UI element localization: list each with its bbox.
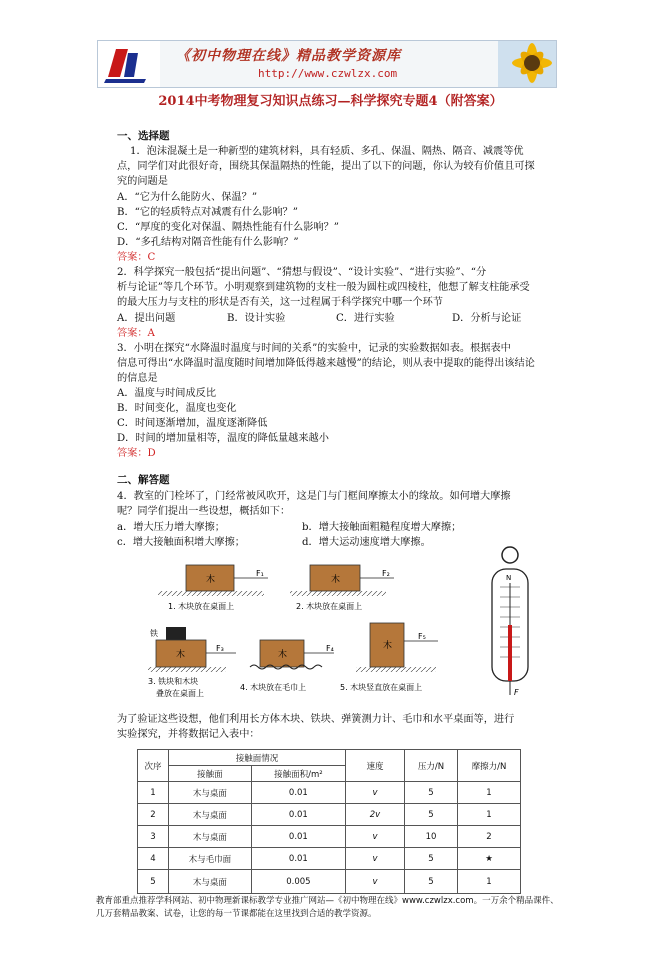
figure-5 bbox=[340, 623, 438, 692]
spring-scale bbox=[492, 547, 528, 697]
scale-force-label: F bbox=[514, 688, 519, 697]
cell: 4 bbox=[138, 848, 169, 870]
q2-option-d: D．分析与论证 bbox=[452, 313, 522, 324]
cell: v bbox=[346, 782, 405, 804]
q4-idea-a: a．增大压力增大摩擦； bbox=[117, 522, 225, 533]
force-label-f4: F₄ bbox=[326, 644, 334, 653]
cell: 0.005 bbox=[251, 870, 345, 894]
cell: 1 bbox=[458, 804, 521, 826]
force-label-f2: F₂ bbox=[382, 569, 390, 578]
q2-option-c: C．进行实验 bbox=[336, 313, 395, 324]
cell: 2 bbox=[458, 826, 521, 848]
q1-option-d: D．“多孔结构对隔音性能有什么影响？” bbox=[117, 237, 299, 248]
cell: 木与桌面 bbox=[169, 782, 252, 804]
figure-1 bbox=[158, 565, 268, 611]
wood-label: 木 bbox=[331, 575, 341, 585]
q4-idea-b: b．增大接触面粗糙程度增大摩擦； bbox=[302, 522, 462, 533]
scale-pointer bbox=[508, 625, 512, 681]
q3-line-2: 信息可得出“水降温时温度随时间增加降低得越来越慢”的结论，则从表中提取的能得出该结论 bbox=[117, 358, 535, 369]
th-contact-surface: 接触面 bbox=[169, 766, 252, 782]
figure-4 bbox=[240, 640, 334, 692]
cell: 5 bbox=[138, 870, 169, 894]
wood-label: 木 bbox=[278, 650, 288, 660]
th-friction: 摩擦力/N bbox=[458, 750, 521, 782]
page-footer: 教育部重点推荐学科网站、初中物理新课标教学专业推广网站—《初中物理在线》www.czwlzx.com。一万余个精品课件、几万套精品教案、试卷，让您的每一节课都能在这里找到合适的教学资源。 bbox=[96, 896, 559, 919]
cell: 木与桌面 bbox=[169, 870, 252, 894]
cell: 1 bbox=[458, 782, 521, 804]
data-table bbox=[137, 749, 521, 894]
q3-option-c: C．时间逐渐增加，温度逐渐降低 bbox=[117, 418, 268, 429]
q1-option-b: B．“它的轻质特点对减震有什么影响？” bbox=[117, 207, 298, 218]
th-contact-area: 接触面积/m² bbox=[251, 766, 345, 782]
site-logo-icon bbox=[98, 41, 160, 87]
figure-1-caption: 1. 木块放在桌面上 bbox=[168, 602, 235, 611]
table-row bbox=[138, 782, 521, 804]
th-speed: 速度 bbox=[346, 750, 405, 782]
cell: 5 bbox=[405, 848, 458, 870]
q3-answer: 答案：D bbox=[117, 448, 156, 459]
wood-label: 木 bbox=[383, 641, 393, 651]
q1-line-3: 究的问题是 bbox=[117, 176, 168, 187]
header-banner bbox=[97, 40, 557, 88]
figure-4-caption: 4. 木块放在毛巾上 bbox=[240, 683, 307, 692]
cell: 10 bbox=[405, 826, 458, 848]
th-order: 次序 bbox=[138, 750, 169, 782]
q3-option-a: A．温度与时间成反比 bbox=[117, 388, 217, 399]
figure-3 bbox=[148, 627, 236, 698]
q1-option-c: C．“厚度的变化对保温、隔热性能有什么影响？” bbox=[117, 222, 339, 233]
scale-ring bbox=[502, 547, 518, 563]
cell: ★ bbox=[458, 848, 521, 870]
figure-2 bbox=[290, 565, 394, 611]
wood-label: 木 bbox=[206, 575, 216, 585]
q3-line-3: 的信息是 bbox=[117, 373, 158, 384]
cell: 0.01 bbox=[251, 826, 345, 848]
cell: v bbox=[346, 826, 405, 848]
iron-block bbox=[166, 627, 186, 640]
banner-url[interactable]: http://www.czwlzx.com bbox=[258, 67, 398, 80]
wood-label: 木 bbox=[176, 650, 186, 660]
q2-line-3: 的最大压力与支柱的形状是否有关，这一过程属于科学探究中哪一个环节 bbox=[117, 297, 443, 308]
q1-line-1: 1．泡沫混凝土是一种新型的建筑材料，具有轻质、多孔、保温、隔热、隔音、减震等优 bbox=[130, 146, 524, 157]
q4-idea-d: d．增大运动速度增大摩擦。 bbox=[302, 537, 431, 548]
q2-answer: 答案：A bbox=[117, 328, 155, 339]
q3-line-1: 3．小明在探究“水降温时温度与时间的关系”的实验中，记录的实验数据如表。根据表中 bbox=[117, 343, 511, 354]
cell: 2 bbox=[138, 804, 169, 826]
q1-answer: 答案：C bbox=[117, 252, 156, 263]
q1-line-2: 点，同学们对此很好奇，围绕其保温隔热的性能，提出了以下的问题，你认为较有价值且可探 bbox=[117, 161, 535, 172]
q4-after-1: 为了验证这些设想，他们利用长方体木块、铁块、弹簧测力计、毛巾和水平桌面等，进行 bbox=[117, 714, 515, 725]
q4-idea-c: c．增大接触面积增大摩擦； bbox=[117, 537, 245, 548]
table-row bbox=[138, 870, 521, 894]
cell: 3 bbox=[138, 826, 169, 848]
force-label-f3: F₃ bbox=[216, 644, 224, 653]
cell: 木与桌面 bbox=[169, 804, 252, 826]
force-label-f1: F₁ bbox=[256, 569, 264, 578]
th-pressure: 压力/N bbox=[405, 750, 458, 782]
document-title: 2014中考物理复习知识点练习—科学探究专题4（附答案） bbox=[158, 94, 503, 109]
q3-option-d: D．时间的增加量相等，温度的降低量越来越小 bbox=[117, 433, 329, 444]
table-row bbox=[138, 848, 521, 870]
figure-3-caption-2: 叠放在桌面上 bbox=[156, 689, 204, 698]
table-surface bbox=[158, 591, 264, 596]
q4-after-2: 实验探究，并将数据记入表中： bbox=[117, 729, 260, 740]
figure-5-caption: 5. 木块竖直放在桌面上 bbox=[340, 683, 423, 692]
figure-2-caption: 2. 木块放在桌面上 bbox=[296, 602, 363, 611]
q2-option-a: A．提出问题 bbox=[117, 313, 176, 324]
experiment-figures bbox=[148, 545, 538, 705]
table-surface bbox=[148, 667, 226, 672]
th-contact-group: 接触面情况 bbox=[169, 750, 346, 766]
cell: 木与毛巾面 bbox=[169, 848, 252, 870]
cell: 5 bbox=[405, 782, 458, 804]
table-surface bbox=[290, 591, 386, 596]
cell: v bbox=[346, 870, 405, 894]
q2-option-b: B．设计实验 bbox=[227, 313, 286, 324]
cell: 0.01 bbox=[251, 848, 345, 870]
q3-option-b: B．时间变化，温度也变化 bbox=[117, 403, 237, 414]
force-label-f5: F₅ bbox=[418, 632, 426, 641]
sunflower-icon bbox=[498, 41, 556, 87]
cell: 0.01 bbox=[251, 804, 345, 826]
section-heading-answer: 二、解答题 bbox=[117, 474, 170, 486]
cell: 5 bbox=[405, 804, 458, 826]
cell: 1 bbox=[138, 782, 169, 804]
banner-title: 《初中物理在线》精品教学资源库 bbox=[176, 48, 401, 64]
figure-3-caption-1: 3. 铁块和木块 bbox=[148, 677, 199, 686]
table-surface bbox=[356, 667, 436, 672]
q4-line-2: 呢？同学们提出一些设想，概括如下： bbox=[117, 506, 291, 517]
cell: 0.01 bbox=[251, 782, 345, 804]
iron-label: 铁 bbox=[150, 629, 158, 638]
q1-option-a: A．“它为什么能防火、保温？” bbox=[117, 192, 258, 203]
cell: 木与桌面 bbox=[169, 826, 252, 848]
cell: v bbox=[346, 848, 405, 870]
cell: 1 bbox=[458, 870, 521, 894]
scale-unit-label: N bbox=[506, 574, 512, 582]
table-row bbox=[138, 826, 521, 848]
section-heading-choice: 一、选择题 bbox=[117, 130, 170, 142]
cell: 2v bbox=[346, 804, 405, 826]
q2-line-1: 2．科学探究一般包括“提出问题”、“猜想与假设”、“设计实验”、“进行实验”、“分 bbox=[117, 267, 487, 278]
cell: 5 bbox=[405, 870, 458, 894]
q4-line-1: 4．教室的门栓坏了，门经常被风吹开，这是门与门框间摩擦太小的缘故。如何增大摩擦 bbox=[117, 491, 511, 502]
table-row bbox=[138, 804, 521, 826]
q2-line-2: 析与论证”等几个环节。小明观察到建筑物的支柱一般为圆柱或四棱柱，他想了解支柱能承受 bbox=[117, 282, 530, 293]
